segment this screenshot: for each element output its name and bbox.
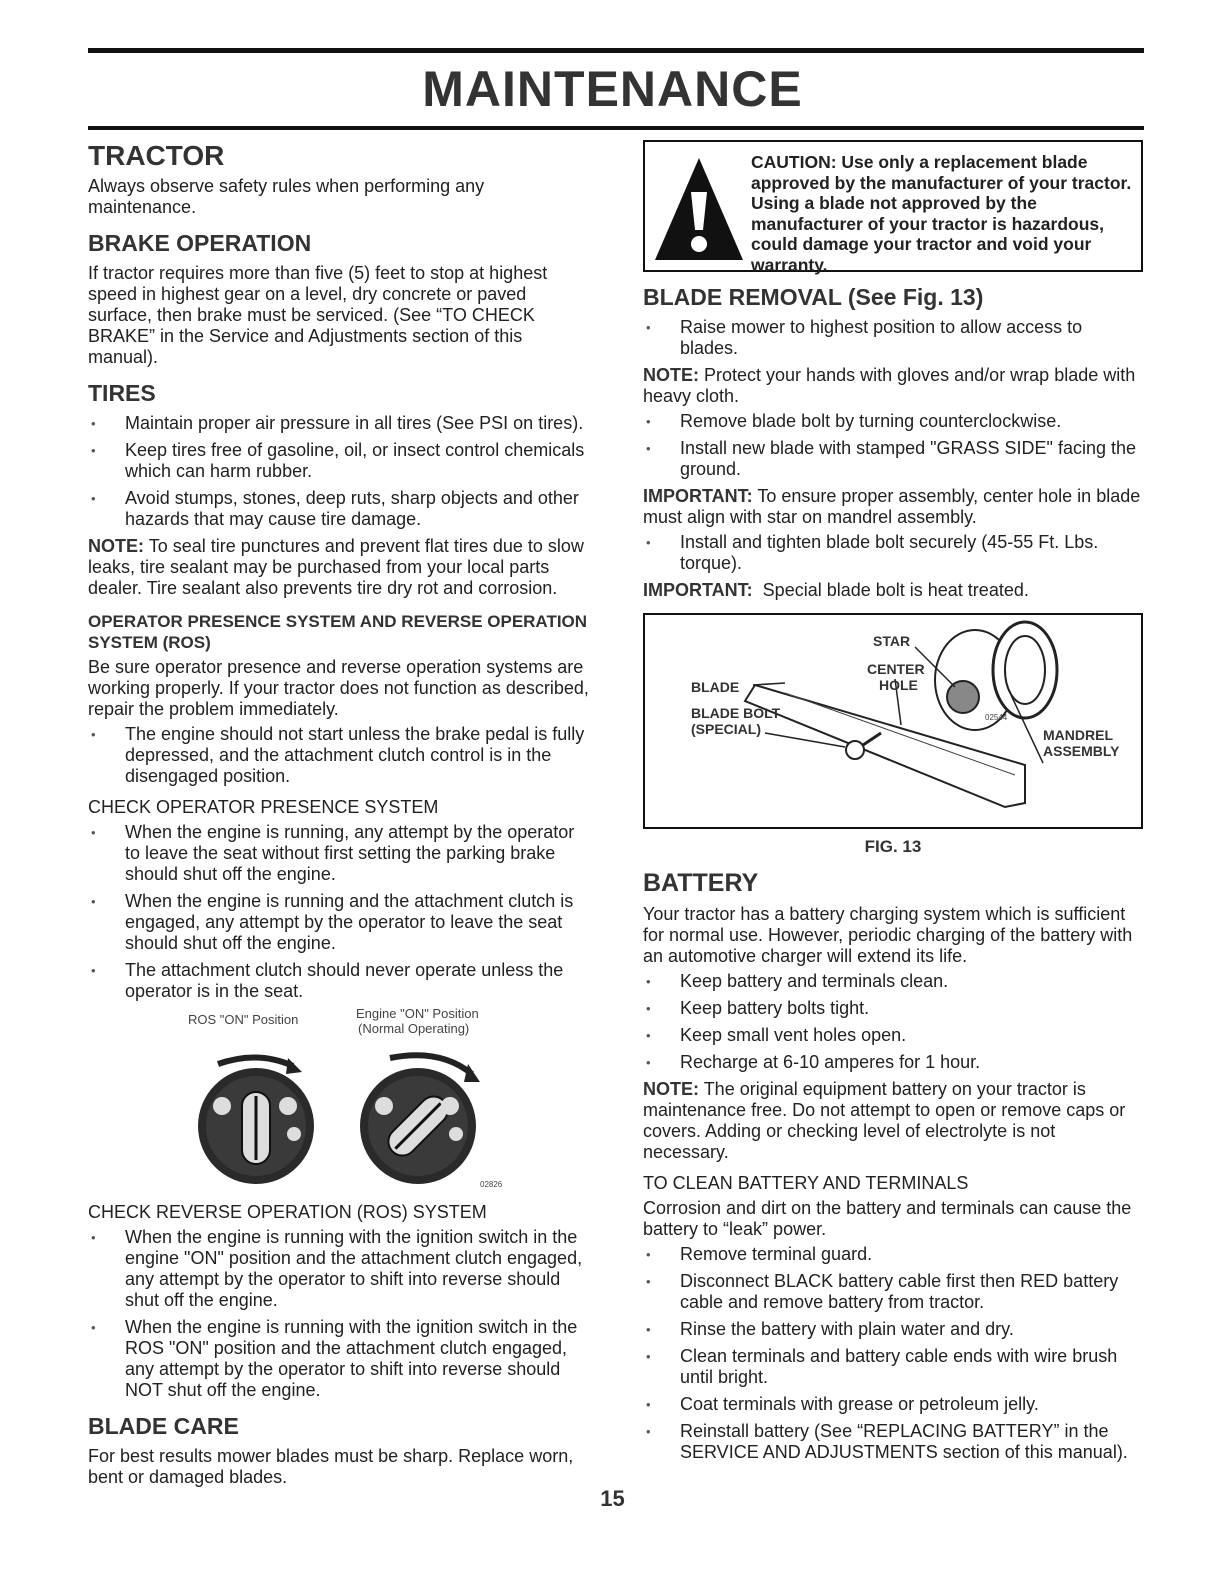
ros-figure-labels [88,1008,590,1052]
tires-note [88,536,590,599]
ignition-switch-figure [88,1052,590,1192]
blade-removal-list-2 [643,411,1143,480]
important-text: To ensure proper assembly, center hole in blade must align with star on mandrel assembly. [643,486,1141,527]
page-title: MAINTENANCE [422,61,803,117]
list-item: • When the engine is running with the ignition switch in the ROS "ON" position and the attachment clutch engaged, any attempt by the operator to shift into reverse should NOT shut off the engine. [88,1317,590,1401]
fig-caption: FIG. 13 [864,837,922,856]
blade-removal-list-1 [643,317,1143,359]
check-ros-heading: CHECK REVERSE OPERATION (ROS) SYSTEM [88,1202,487,1222]
battery-heading: BATTERY [643,869,759,897]
engine-on-label: Engine "ON" Position [356,1006,479,1021]
fig-label-star: STAR [873,633,911,649]
warning-triangle-icon [653,154,745,264]
important-2 [643,580,1143,601]
figure-code: 02826 [480,1180,503,1189]
title-underline [88,126,1144,130]
ops-heading: OPERATOR PRESENCE SYSTEM AND REVERSE OPERATION SYSTEM (ROS) [88,612,588,652]
list-item: • When the engine is running and the attachment clutch is engaged, any attempt by the operator to leave the seat should shut off the engine. [88,891,590,954]
important-1 [643,486,1143,528]
fig-label-hole: HOLE [879,677,918,693]
note-label: NOTE: [643,365,699,385]
list-item: • Reinstall battery (See “REPLACING BATTERY” in the SERVICE AND ADJUSTMENTS section of this manual). [643,1421,1143,1463]
page-number: 15 [600,1486,625,1511]
list-item: • Keep battery bolts tight. [643,998,1143,1019]
list-item: • Disconnect BLACK battery cable first then RED battery cable and remove battery from tractor. [643,1271,1143,1313]
check-ros-list [88,1227,590,1401]
ops-text: Be sure operator presence and reverse operation systems are working properly. If your tractor does not function as described, repair the problem immediately. [88,657,589,719]
brake-heading: BRAKE OPERATION [88,230,312,256]
list-item: • Keep battery and terminals clean. [643,971,1143,992]
caution-text: CAUTION: Use only a replacement blade approved by the manufacturer of your tractor. Using a blade not approved by the manufacturer of your tractor is hazardous, could damage your tractor and void your warranty. [751,152,1132,275]
note-label: NOTE: [88,536,144,556]
ros-on-switch-icon [188,1044,328,1194]
list-item: • Remove blade bolt by turning counterclockwise. [643,411,1143,432]
list-item: • Keep small vent holes open. [643,1025,1143,1046]
battery-list [643,971,1143,1073]
clean-heading: TO CLEAN BATTERY AND TERMINALS [643,1173,969,1193]
tires-heading: TIRES [88,380,156,406]
blade-care-text: For best results mower blades must be sharp. Replace worn, bent or damaged blades. [88,1446,574,1487]
list-item: • Avoid stumps, stones, deep ruts, sharp objects and other hazards that may cause tire damage. [88,488,590,530]
clean-text: Corrosion and dirt on the battery and terminals can cause the battery to “leak” power. [643,1198,1132,1239]
right-column [643,140,1143,1469]
list-item: • Install new blade with stamped "GRASS SIDE" facing the ground. [643,438,1143,480]
blade-care-heading: BLADE CARE [88,1413,239,1439]
list-item: • Keep tires free of gasoline, oil, or insect control chemicals which can harm rubber. [88,440,590,482]
list-item: • When the engine is running, any attempt by the operator to leave the seat without first setting the parking brake should shut off the engine. [88,822,590,885]
list-item: • Recharge at 6-10 amperes for 1 hour. [643,1052,1143,1073]
tires-list [88,413,590,530]
fig-label-blade-bolt: BLADE BOLT [691,705,781,721]
left-column [88,140,590,1492]
important-label: IMPORTANT: [643,580,753,600]
list-item: • The attachment clutch should never operate unless the operator is in the seat. [88,960,590,1002]
note-label: NOTE: [643,1079,699,1099]
list-item: • Remove terminal guard. [643,1244,1143,1265]
important-text: Special blade bolt is heat treated. [762,580,1029,600]
list-item: • Raise mower to highest position to allow access to blades. [643,317,1143,359]
ops-list [88,724,590,787]
brake-text: If tractor requires more than five (5) feet to stop at highest speed in highest gear on a level, dry concrete or paved surface, then brake must be serviced. (See “TO CHECK BRAKE” in the Service and Adjustments section of this manual). [88,263,548,367]
fig-label-mandrel: MANDREL [1043,727,1113,743]
blade-removal-heading: BLADE REMOVAL (See Fig. 13) [643,284,984,310]
fig-label-blade: BLADE [691,679,740,695]
list-item: • Rinse the battery with plain water and dry. [643,1319,1143,1340]
list-item: • The engine should not start unless the brake pedal is fully depressed, and the attachment clutch control is in the disengaged position. [88,724,590,787]
blade-note-text: Protect your hands with gloves and/or wrap blade with heavy cloth. [643,365,1136,406]
fig-label-center: CENTER [867,661,925,677]
ros-on-label: ROS "ON" Position [188,1012,299,1027]
tractor-intro: Always observe safety rules when performing any maintenance. [88,176,485,217]
clean-list [643,1244,1143,1463]
list-item: • Maintain proper air pressure in all tires (See PSI on tires). [88,413,590,434]
battery-text: Your tractor has a battery charging system which is sufficient for normal use. However, periodic charging of the battery with an automotive charger will extend its life. [643,904,1133,966]
tires-note-text: To seal tire punctures and prevent flat tires due to slow leaks, tire sealant may be purchased from your local parts dealer. Tire sealant also prevents tire dry rot and corrosion. [88,536,584,598]
list-item: • Coat terminals with grease or petroleum jelly. [643,1394,1143,1415]
tractor-heading: TRACTOR [88,140,225,171]
fig-code: 02544 [985,713,1008,722]
figure-13 [643,613,1143,829]
fig-label-special: (SPECIAL) [691,721,761,737]
check-ops-heading: CHECK OPERATOR PRESENCE SYSTEM [88,797,439,817]
top-rule [88,48,1144,53]
blade-note [643,365,1143,407]
battery-note-text: The original equipment battery on your tractor is maintenance free. Do not attempt to open or remove caps or covers. Adding or checking level of electrolyte is not necessary. [643,1079,1126,1162]
battery-note [643,1079,1143,1163]
caution-box [643,140,1143,275]
fig-label-assembly: ASSEMBLY [1043,743,1120,759]
check-ops-list [88,822,590,1002]
list-item: • Clean terminals and battery cable ends with wire brush until bright. [643,1346,1143,1388]
list-item: • When the engine is running with the ignition switch in the engine "ON" position and the attachment clutch engaged, any attempt by the operator to shift into reverse should shut off the engine. [88,1227,590,1311]
engine-on-switch-icon [350,1044,490,1194]
blade-removal-list-3 [643,532,1143,574]
important-label: IMPORTANT: [643,486,753,506]
engine-on-sublabel: (Normal Operating) [358,1021,470,1036]
list-item: • Install and tighten blade bolt securely (45-55 Ft. Lbs. torque). [643,532,1143,574]
